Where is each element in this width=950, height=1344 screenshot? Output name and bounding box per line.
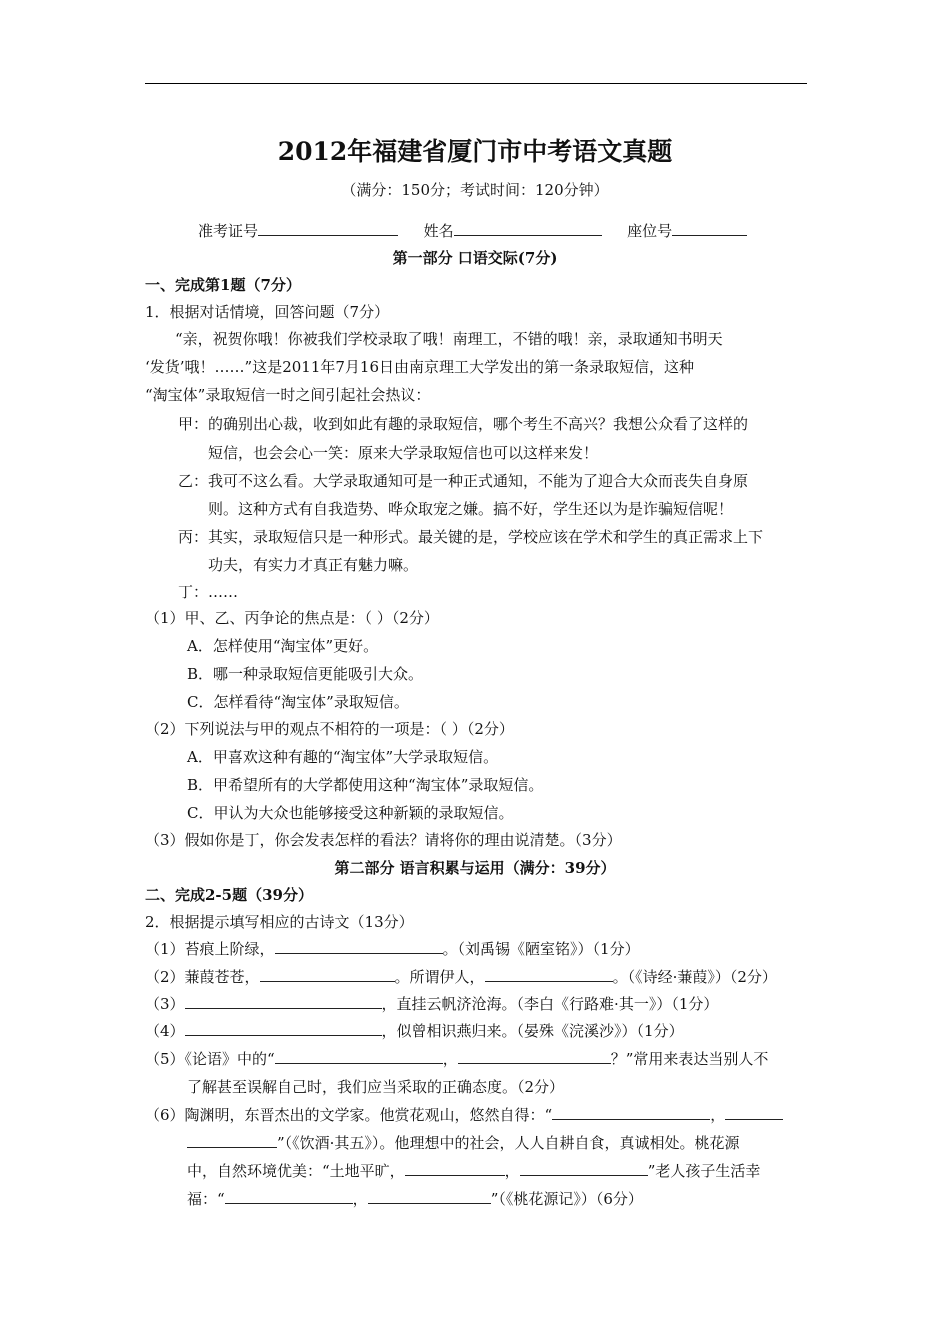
- passage-line-3: “淘宝体”录取短信一时之间引起社会热议：: [145, 386, 431, 404]
- name-label: 姓名: [423, 222, 454, 240]
- fill-blank[interactable]: [485, 967, 613, 982]
- speaker-jia-line-2: 短信，也会会心一笑：原来大学录取短信也可以这样来发！: [208, 444, 599, 462]
- poem-line-5-cont: 了解甚至误解自己时，我们应当采取的正确态度。（2分）: [187, 1078, 565, 1096]
- subquestion-2: （2）下列说法与甲的观点不相符的一项是：（ ）（2分）: [145, 720, 514, 738]
- exam-info: （满分：150分；考试时间：120分钟）: [341, 181, 609, 199]
- fill-blank[interactable]: [260, 967, 395, 982]
- document-title: 2012年福建省厦门市中考语文真题: [277, 137, 673, 166]
- speaker-yi-line-1: 乙：我可不这么看。大学录取通知可是一种正式通知，不能为了迎合大众而丧失自身原: [178, 472, 749, 490]
- poem-line-6: （6）陶渊明，东晋杰出的文学家。他赏花观山，悠然自得：“ ，: [145, 1105, 783, 1125]
- speaker-jia-line-1: 甲：的确别出心裁，收到如此有趣的录取短信，哪个考生不高兴？我想公众看了这样的: [178, 415, 749, 433]
- part2-heading: 第二部分 语言积累与运用（满分：39分）: [334, 859, 616, 877]
- fill-blank[interactable]: [405, 1161, 505, 1176]
- section-1-heading: 一、完成第1题（7分）: [145, 276, 301, 294]
- seat-label: 座位号: [627, 222, 673, 240]
- fill-blank[interactable]: [187, 1133, 277, 1148]
- exam-id-label: 准考证号: [198, 222, 259, 240]
- speaker-bing-line-2: 功夫，有实力才真正有魅力嘛。: [208, 556, 419, 574]
- name-blank[interactable]: [454, 221, 602, 236]
- option-2a[interactable]: A．甲喜欢这种有趣的“淘宝体”大学录取短信。: [187, 748, 499, 766]
- fill-blank[interactable]: [225, 1189, 353, 1204]
- fill-blank[interactable]: [185, 994, 382, 1009]
- poem-line-2: （2）蒹葭苍苍， 。所谓伊人， 。（《诗经·蒹葭》）（2分）: [145, 968, 777, 986]
- fill-blank[interactable]: [725, 1105, 783, 1120]
- subquestion-1: （1）甲、乙、丙争论的焦点是：（ ）（2分）: [145, 609, 439, 627]
- fill-blank[interactable]: [275, 1049, 443, 1064]
- poem-line-4: （4） ，似曾相识燕归来。（晏殊《浣溪沙》）（1分）: [145, 1022, 684, 1040]
- question-1: 1．根据对话情境，回答问题（7分）: [145, 303, 390, 321]
- poem-line-3: （3） ，直挂云帆济沧海。（李白《行路难·其一》）（1分）: [145, 995, 719, 1013]
- speaker-yi-line-2: 则。这种方式有自我造势、哗众取宠之嫌。搞不好，学生还以为是诈骗短信呢！: [208, 500, 734, 518]
- poem-line-1: （1）苔痕上阶绿， 。（刘禹锡《陋室铭》）（1分）: [145, 940, 640, 958]
- part1-heading: 第一部分 口语交际(7分): [392, 249, 558, 267]
- poem-line-6-cont-2: 中，自然环境优美：“土地平旷， ， ”老人孩子生活幸: [187, 1162, 761, 1180]
- poem-line-5: （5）《论语》中的“ ， ？”常用来表达当别人不: [145, 1050, 769, 1068]
- fill-blank[interactable]: [520, 1161, 648, 1176]
- speaker-ding: 丁：……: [178, 583, 239, 601]
- option-2c[interactable]: C．甲认为大众也能够接受这种新颖的录取短信。: [187, 804, 514, 822]
- fill-blank[interactable]: [275, 939, 443, 954]
- speaker-bing-line-1: 丙：其实，录取短信只是一种形式。最关键的是，学校应该在学术和学生的真正需求上下: [178, 528, 764, 546]
- candidate-info: [198, 221, 747, 241]
- option-1a[interactable]: A．怎样使用“淘宝体”更好。: [187, 637, 379, 655]
- fill-blank[interactable]: [458, 1049, 611, 1064]
- option-2b[interactable]: B．甲希望所有的大学都使用这种“淘宝体”录取短信。: [187, 776, 544, 794]
- option-1c[interactable]: C．怎样看待“淘宝体”录取短信。: [187, 693, 409, 711]
- fill-blank[interactable]: [185, 1021, 382, 1036]
- exam-id-blank[interactable]: [258, 221, 398, 236]
- fill-blank[interactable]: [552, 1105, 710, 1120]
- option-1b[interactable]: B．哪一种录取短信更能吸引大众。: [187, 665, 424, 683]
- question-2: 2．根据提示填写相应的古诗文（13分）: [145, 913, 414, 931]
- passage-line-1: “亲，祝贺你哦！你被我们学校录取了哦！南理工，不错的哦！亲，录取通知书明天: [175, 330, 723, 348]
- seat-blank[interactable]: [672, 221, 747, 236]
- subquestion-3: （3）假如你是丁，你会发表怎样的看法？请将你的理由说清楚。（3分）: [145, 831, 622, 849]
- poem-line-6-cont-1: ”（《饮酒·其五》）。他理想中的社会，人人自耕自食，真诚相处。桃花源: [187, 1133, 739, 1153]
- poem-line-6-cont-3: 福：“ ， ”（《桃花源记》）（6分）: [187, 1190, 643, 1208]
- fill-blank[interactable]: [368, 1189, 491, 1204]
- passage-line-2: ‘发货’哦！……”这是2011年7月16日由南京理工大学发出的第一条录取短信，这种: [145, 358, 695, 376]
- section-2-heading: 二、完成2-5题（39分）: [145, 886, 313, 904]
- header-rule: [145, 83, 807, 84]
